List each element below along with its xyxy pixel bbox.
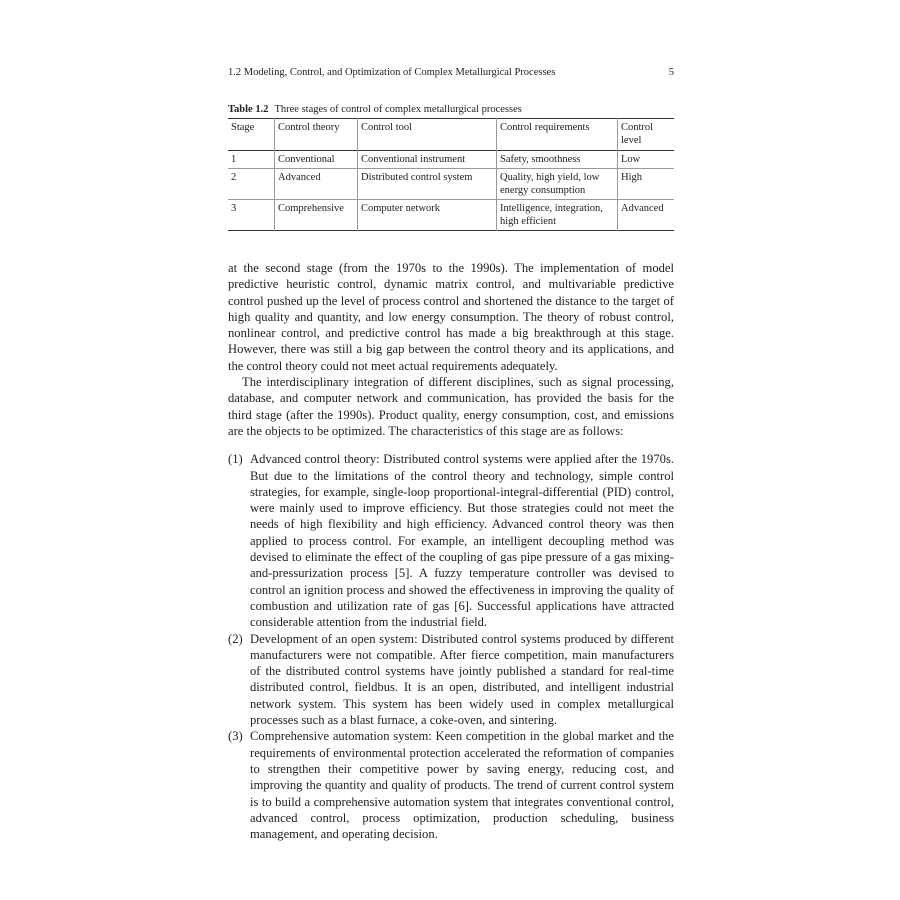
paragraph: at the second stage (from the 1970s to the 1990s). The implementation of model predictive heuristic control, dynamic matrix control, and multivariable predictive control pushed up the level of process control and shortened the distance to the target of high quality and quantity, and low energy consumption. The theory of robust control, nonlinear control, and predictive control has made a big breakthrough at this stage. However, there was still a big gap between the control theory and its applications, and the control theory could not meet actual requirements adequately. — [228, 261, 674, 373]
cell-control-requirements: Safety, smoothness — [497, 151, 618, 169]
table-caption-text: Three stages of control of complex metallurgical processes — [274, 104, 522, 115]
list-item-text: Advanced control theory: Distributed control systems were applied after the 1970s. But due to the limitations of the control theory and technology, simple control strategies, for example, single-loop proportional-integral-differential (PID) control, were mainly used to improve efficiency. But those strategies could not meet the needs of high flexibility and high efficiency. Advanced control theory was then applied to process control. For example, an intelligent decoupling method was devised to eliminate the effect of the coupling of gas pipe pressure of a gas mixing-and-pressurization process [5]. A fuzzy temperature controller was devised to control an ignition process and showed the effectiveness in improving the quality of combustion and utilization rate of gas [6]. Successful applications have attracted considerable attention from the industrial field. — [250, 452, 674, 630]
list-item — [228, 728, 674, 842]
list-item-text: Development of an open system: Distributed control systems produced by different manufacturers were not compatible. After fierce competition, main manufacturers of the distributed control systems have jointly published a standard for real-time distributed control, fieldbus. It is an open, distributed, and intelligent industrial network system. This system has been widely used in complex metallurgical processes such as a blast furnace, a coke-oven, and sintering. — [250, 631, 674, 728]
cell-control-tool: Computer network — [358, 200, 497, 231]
table-row — [228, 151, 674, 169]
cell-control-requirements: Quality, high yield, low energy consumption — [497, 169, 618, 200]
section-title: 1.2 Modeling, Control, and Optimization of Complex Metallurgical Processes — [228, 67, 556, 78]
col-header-control-requirements: Control requirements — [497, 119, 618, 151]
cell-control-level: Low — [618, 151, 675, 169]
list-item-number: (1) — [228, 452, 243, 467]
paragraph: The interdisciplinary integration of different disciplines, such as signal processing, database, and computer network and communication, has provided the basis for the third stage (after the 1990s). Product quality, energy consumption, cost, and emissions are the objects to be optimized. The characteristics of this stage are as follows: — [228, 375, 674, 438]
cell-control-requirements: Intelligence, integration, high efficient — [497, 200, 618, 231]
list-item — [228, 631, 674, 729]
cell-control-tool: Distributed control system — [358, 169, 497, 200]
col-header-control-level: Control level — [618, 119, 675, 151]
table-header-row — [228, 119, 674, 151]
list-item-number: (3) — [228, 729, 243, 744]
body-text — [228, 260, 674, 842]
col-header-control-theory: Control theory — [275, 119, 358, 151]
col-header-stage: Stage — [231, 122, 255, 133]
cell-control-tool: Conventional instrument — [358, 151, 497, 169]
table-row — [228, 169, 674, 200]
table-row — [228, 200, 674, 231]
characteristics-list — [228, 451, 674, 842]
table-label: Table 1.2 — [228, 104, 269, 115]
col-header-control-tool: Control tool — [358, 119, 497, 151]
table-caption — [228, 103, 674, 116]
page-number: 5 — [668, 67, 674, 78]
stages-table — [228, 118, 674, 231]
cell-stage: 2 — [231, 172, 237, 183]
list-item-text: Comprehensive automation system: Keen competition in the global market and the requirements of environmental protection accelerated the reformation of companies to strengthen their competitive power by saving energy, reducing cost, and improving the quantity and quality of products. The trend of current control system is to build a comprehensive automation system that integrates conventional control, advanced control, process optimization, production scheduling, business management, and operating decision. — [250, 729, 674, 842]
list-item — [228, 451, 674, 630]
cell-control-level: Advanced — [618, 200, 675, 231]
running-head — [228, 66, 674, 80]
cell-control-level: High — [618, 169, 675, 200]
cell-control-theory: Conventional — [275, 151, 358, 169]
cell-stage: 3 — [231, 203, 237, 214]
cell-stage: 1 — [231, 154, 237, 165]
cell-control-theory: Comprehensive — [275, 200, 358, 231]
page — [228, 66, 674, 842]
list-item-number: (2) — [228, 631, 243, 646]
cell-control-theory: Advanced — [275, 169, 358, 200]
